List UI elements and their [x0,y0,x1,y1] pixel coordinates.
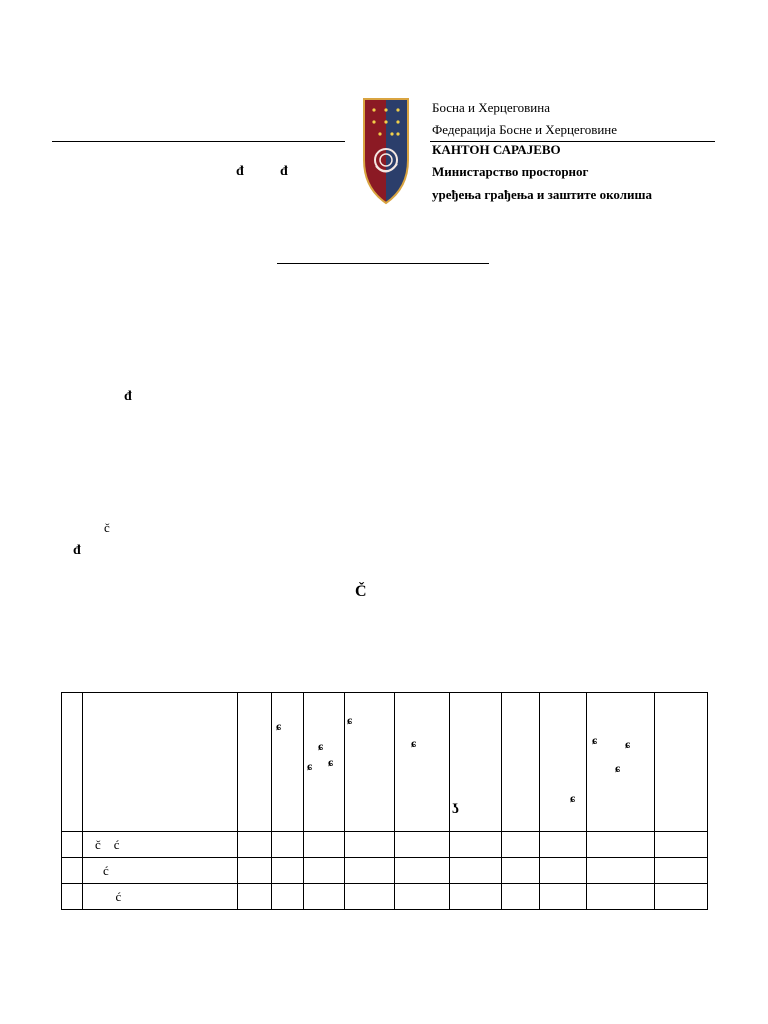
header-mark: ɕ [411,736,417,750]
ministry-name-line1: Министарство просторног [432,164,589,179]
header-mark: ɕ [570,791,576,805]
table-header-row [62,693,708,832]
body-glyph-4: Č [355,583,367,600]
header-cell [272,693,304,832]
header-mark: ɕ [625,737,631,751]
row-label: ć [103,863,109,878]
body-glyph-3: đ [73,543,81,558]
left-header-glyph-b: đ [280,164,288,179]
row-label-cell [83,832,238,858]
table-row [62,832,708,858]
letterhead [432,100,652,206]
header-cell [655,693,708,832]
title-underline [277,263,489,264]
header-mark: ɕ [307,759,313,773]
table-row [62,858,708,884]
header-mark: ɕ [592,733,598,747]
data-table [61,692,708,910]
header-cell [587,693,655,832]
header-cell [304,693,345,832]
header-cell [83,693,238,832]
header-cell [345,693,395,832]
row-label: ć [83,889,122,904]
federation-name: Федерација Босне и Херцеговине [432,122,618,137]
header-mark: ɕ [347,713,353,727]
header-mark: ɕ [615,761,621,775]
header-cell [395,693,450,832]
coat-of-arms [361,96,411,206]
ministry-name-line2: уређења грађења и заштите околиша [432,187,652,202]
header-cell [238,693,272,832]
table-row [62,884,708,910]
header-cell [502,693,540,832]
header-mark: ɕ [328,755,334,769]
header-mark: ʖ [452,801,459,817]
row-label: č ć [95,837,120,852]
header-mark: ɕ [318,739,324,753]
header-cell [450,693,502,832]
body-glyph-2: č [104,520,110,535]
row-label-cell [83,858,238,884]
country-name: Босна и Херцеговина [432,100,550,115]
header-cell [62,693,83,832]
row-label-cell [83,884,238,910]
left-header-glyph-a: đ [236,164,244,179]
header-mark: ɕ [276,719,282,733]
body-glyph-1: đ [124,389,132,404]
left-header-rule [52,141,345,142]
header-cell [540,693,587,832]
canton-name: КАНТОН САРАЈЕВО [432,142,561,157]
